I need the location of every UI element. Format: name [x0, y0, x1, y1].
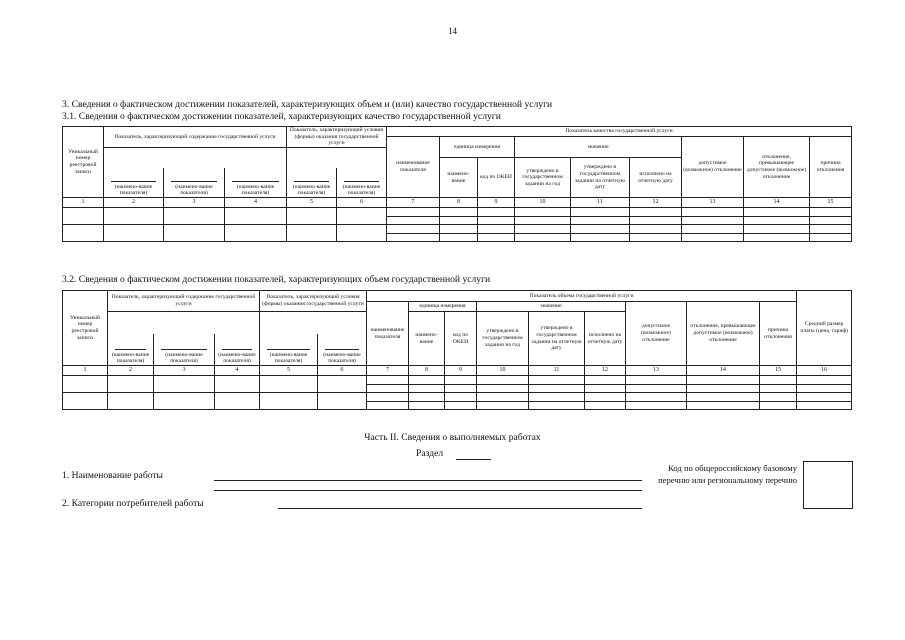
- content-sub-1: (наимено-вание показателя): [114, 183, 153, 197]
- unique-number-header: Уникальный номер реестровой записи: [63, 127, 104, 198]
- work-category-line: [278, 508, 642, 509]
- base-list-code-box[interactable]: [803, 461, 853, 509]
- page-number: 14: [448, 26, 457, 36]
- exceeding-deviation-header: отклонение, превышающее допустимое (возможное) отклонение: [744, 137, 810, 198]
- razdel-label: Раздел: [416, 448, 444, 459]
- value-header: значение: [515, 137, 682, 158]
- work-name-line-2: [214, 490, 642, 491]
- content-sub-2: (наимено-вание показателя): [165, 351, 203, 365]
- table-row: [63, 208, 852, 217]
- okei-code-header: код по ОКЕИ: [478, 158, 515, 198]
- executed-header: исполнено на отчетную дату: [585, 312, 626, 366]
- approved-date-header: утверждено в государственном задании на отчетную дату: [571, 158, 630, 198]
- column-numbers-row: 1 2 3 4 5 6 7 8 9 10 11 12 13 14 15 16: [63, 366, 852, 376]
- unit-name-header: наимено-вание: [409, 312, 445, 366]
- work-category-label: 2. Категории потребителей работы: [62, 498, 204, 509]
- section-3-title: 3. Сведения о фактическом достижении показателей, характеризующих объем и (или) качество государственной услуги: [62, 99, 553, 110]
- conditions-indicator-header: Показатель, характеризующий условия (формы) оказания государственной услуги: [260, 291, 367, 312]
- section-3-2-title: 3.2. Сведения о фактическом достижении показателей, характеризующих объем государственной услуги: [62, 274, 491, 285]
- work-name-label: 1. Наименование работы: [62, 470, 164, 481]
- exceeding-deviation-header: отклонение, превышающее допустимое (возможное) отклонение: [687, 302, 760, 366]
- work-name-line: [214, 480, 642, 481]
- average-price-header: Средний размер платы (цена, тариф): [797, 291, 852, 366]
- volume-indicators-table: [62, 290, 852, 410]
- conditions-indicator-header: Показатель, характеризующий условия (формы) оказания государственной услуги: [287, 127, 387, 148]
- section-3-1-title: 3.1. Сведения о фактическом достижении показателей, характеризующих качество государственной услуги: [62, 111, 501, 122]
- conditions-sub-2: (наимено-вание показателя): [342, 183, 381, 197]
- table-row: [63, 225, 852, 234]
- executed-header: исполнено на отчетную дату: [630, 158, 682, 198]
- table-row: [63, 376, 852, 385]
- content-sub-2: (наимено-вание показателя): [175, 183, 213, 197]
- approved-year-header: утверждено в государственном задании на год: [477, 312, 529, 366]
- razdel-fill-line: [456, 459, 491, 460]
- approved-date-header: утверждено в государственном задании на отчетную дату: [529, 312, 585, 366]
- okei-code-header: код по ОКЕИ: [445, 312, 477, 366]
- unique-number-header: Уникальный номер реестровой записи: [63, 291, 108, 366]
- part-2-title: Часть II. Сведения о выполняемых работах: [364, 432, 541, 443]
- deviation-reason-header: причина отклонения: [810, 137, 852, 198]
- allowed-deviation-header: допустимое (возможное) отклонение: [682, 137, 744, 198]
- content-indicator-header: Показатель, характеризующий содержание государственной услуги: [108, 291, 260, 312]
- volume-indicator-header: Показатель объема государственной услуги: [367, 291, 797, 302]
- content-sub-1: (наимено-вание показателя): [111, 351, 150, 365]
- unit-name-header: наимено-вание: [440, 158, 478, 198]
- conditions-sub-1: (наимено-вание показателя): [292, 183, 331, 197]
- content-sub-3: (наимено-вание показателя): [236, 183, 275, 197]
- content-indicator-header: Показатель, характеризующий содержание государственной услуги: [104, 127, 287, 148]
- base-list-code-label: Код по общероссийскому базовому перечню или региональному перечню: [658, 463, 797, 486]
- quality-indicators-table: [62, 126, 852, 242]
- table-row: [63, 393, 852, 402]
- conditions-sub-1: (наимено-вание показателя): [269, 351, 308, 365]
- content-sub-3: (наимено-вание показателя): [218, 351, 256, 365]
- column-numbers-row: 1 2 3 4 5 6 7 8 9 10 11 12 13 14 15: [63, 198, 852, 208]
- unit-header: единица измерения: [409, 302, 477, 312]
- approved-year-header: утверждено в государственном задании на год: [515, 158, 571, 198]
- indicator-name-header: наименование показателя: [367, 302, 409, 366]
- allowed-deviation-header: допустимое (возможное) отклонение: [626, 302, 687, 366]
- indicator-name-header: наименование показателя: [387, 137, 440, 198]
- deviation-reason-header: причина отклонения: [760, 302, 797, 366]
- conditions-sub-2: (наимено-вание показателя): [323, 351, 361, 365]
- value-header: значение: [477, 302, 626, 312]
- quality-indicator-header: Показатель качества государственной услуги: [387, 127, 852, 137]
- unit-header: единица измерения: [440, 137, 515, 158]
